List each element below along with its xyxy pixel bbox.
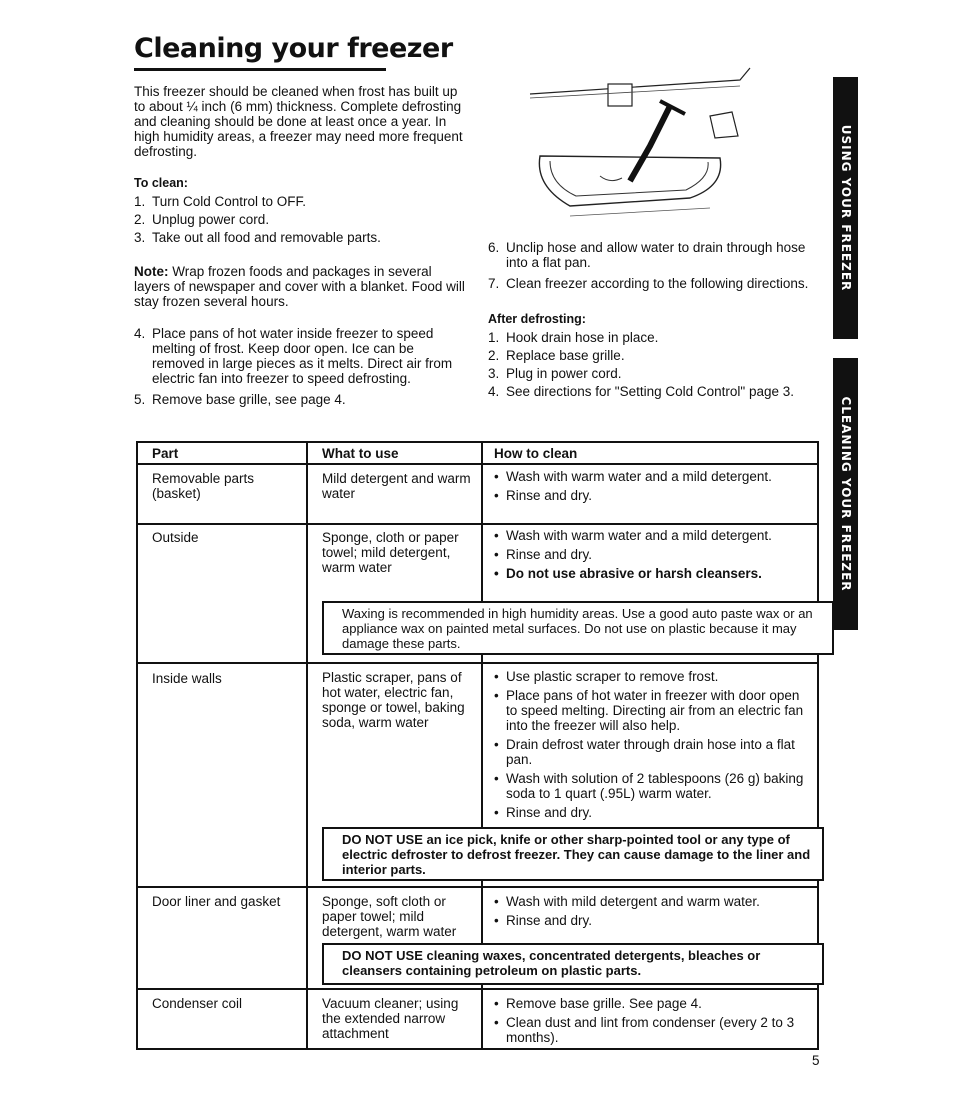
- note-paragraph: Note: Wrap frozen foods and packages in several layers of newspaper and cover with a blanket. Food will stay frozen several hours.: [134, 264, 465, 309]
- list-item: 4. See directions for "Setting Cold Control" page 3.: [488, 384, 794, 399]
- row-separator: [136, 988, 819, 990]
- cell-part: Condenser coil: [152, 996, 243, 1011]
- header-part: Part: [152, 446, 179, 461]
- page-number: 5: [812, 1053, 820, 1068]
- defrost-illustration: [510, 66, 765, 226]
- list-item: 4. Place pans of hot water inside freezer to speed melting of frost. Keep door open. Ice can be removed in large pieces as it melts. Direct air from electric fan into freezer to speed defrosting.: [134, 326, 453, 386]
- cell-how: • Wash with warm water and a mild detergent. • Rinse and dry. • Do not use abrasive or harsh cleansers.: [494, 528, 806, 585]
- list-item: 2. Replace base grille.: [488, 348, 625, 363]
- steps-list-3: [488, 240, 820, 294]
- table-header-border: [136, 463, 819, 465]
- cell-part: Outside: [152, 530, 199, 545]
- cell-use: Vacuum cleaner; using the extended narrow attachment: [322, 996, 459, 1041]
- cell-part: Removable parts (basket): [152, 471, 255, 501]
- list-item: 3. Take out all food and removable parts.: [134, 230, 381, 245]
- row-separator: [136, 662, 819, 664]
- cleaning-waxes-warning-box: DO NOT USE cleaning waxes, concentrated detergents, bleaches or cleansers containing petroleum on plastic parts.: [322, 943, 824, 985]
- cell-use: Mild detergent and warm water: [322, 471, 471, 501]
- title-underline: [134, 68, 386, 71]
- cell-use: Plastic scraper, pans of hot water, electric fan, sponge or towel, baking soda, warm water: [322, 670, 465, 730]
- header-how-to-clean: How to clean: [494, 446, 578, 461]
- cell-how: • Wash with mild detergent and warm water. • Rinse and dry.: [494, 894, 812, 932]
- steps-list-2: [134, 326, 469, 410]
- list-item: 2. Unplug power cord.: [134, 212, 270, 227]
- header-what-to-use: What to use: [322, 446, 399, 461]
- tab-using-your-freezer: USING YOUR FREEZER: [833, 77, 858, 339]
- cell-use: Sponge, cloth or paper towel; mild detergent, warm water: [322, 530, 459, 575]
- cell-how: • Remove base grille. See page 4. • Clean dust and lint from condenser (every 2 to 3 months).: [494, 996, 806, 1049]
- table-left-border: [136, 441, 138, 1050]
- list-item: 5. Remove base grille, see page 4.: [134, 392, 346, 407]
- cell-how: • Use plastic scraper to remove frost. • Place pans of hot water in freezer with door open to speed melting. Directing air from an electric fan into the freezer will also help. • Drain defrost water through drain hose into a flat pan. • Wash with solution of 2 tablespoons (26 g) baking soda to 1 quart (.95L) warm water. • Rinse and dry.: [494, 669, 812, 824]
- cell-use: Sponge, soft cloth or paper towel; mild detergent, warm water: [322, 894, 457, 939]
- row-separator: [136, 886, 819, 888]
- cell-part: Door liner and gasket: [152, 894, 281, 909]
- steps-list-1: [134, 194, 469, 248]
- list-item: 7. Clean freezer according to the following directions.: [488, 276, 809, 291]
- table-col-divider: [306, 441, 308, 1050]
- after-steps-list: [488, 330, 820, 402]
- list-item: 3. Plug in power cord.: [488, 366, 622, 381]
- tab-cleaning-your-freezer: CLEANING YOUR FREEZER: [833, 358, 858, 630]
- wax-note-box: Waxing is recommended in high humidity areas. Use a good auto paste wax or an appliance wax on painted metal surfaces. Do not use on plastic because it may damage these parts.: [322, 601, 834, 655]
- cell-part: Inside walls: [152, 671, 222, 686]
- to-clean-heading: To clean:: [134, 176, 188, 190]
- list-item: 1. Hook drain hose in place.: [488, 330, 659, 345]
- list-item: 6. Unclip hose and allow water to drain through hose into a flat pan.: [488, 240, 806, 270]
- table-top-border: [136, 441, 819, 443]
- list-item: 1. Turn Cold Control to OFF.: [134, 194, 307, 209]
- after-defrosting-heading: After defrosting:: [488, 312, 586, 326]
- page-title: Cleaning your freezer: [134, 33, 453, 64]
- intro-paragraph: This freezer should be cleaned when frost has built up to about ¼ inch (6 mm) thickness. Complete defrosting and cleaning should be done at least once a year. In high humidity areas, a freezer may need more frequent defrosting.: [134, 84, 463, 159]
- cell-how: • Wash with warm water and a mild detergent. • Rinse and dry.: [494, 469, 806, 507]
- sharp-tool-warning-box: DO NOT USE an ice pick, knife or other sharp-pointed tool or any type of electric defroster to defrost freezer. They can cause damage to the liner and interior parts.: [322, 827, 824, 881]
- row-separator: [136, 523, 819, 525]
